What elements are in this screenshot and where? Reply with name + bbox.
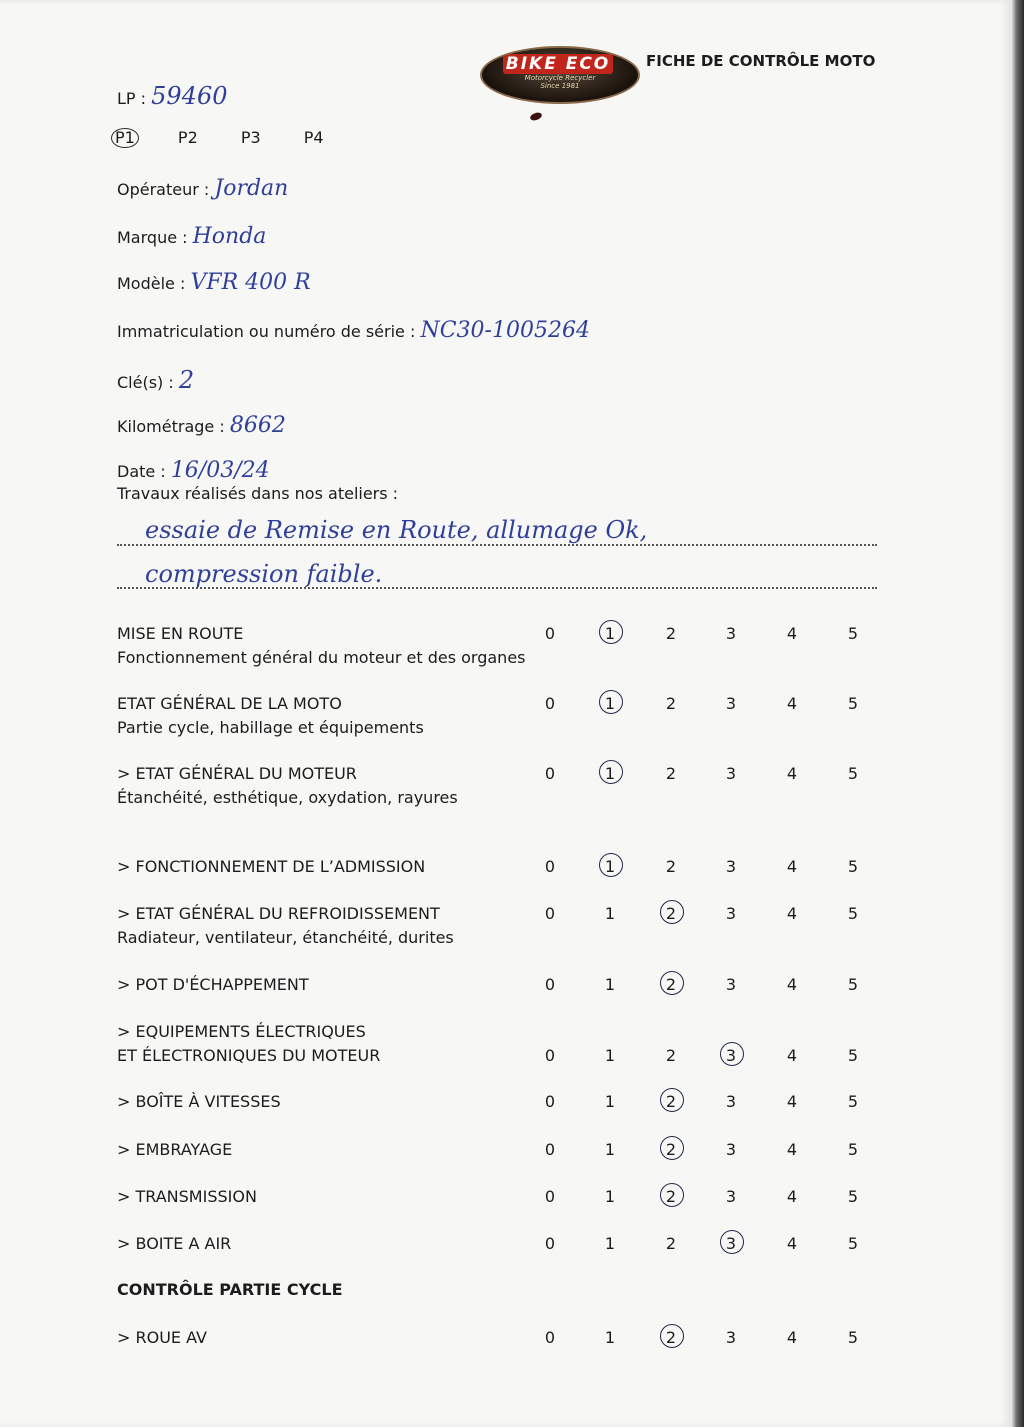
score-option-selected[interactable]: 3 [716, 1234, 746, 1253]
score-option-selected[interactable]: 2 [656, 1328, 686, 1347]
model-label: Modèle : [117, 274, 186, 293]
date-label: Date : [117, 462, 166, 481]
score-option[interactable]: 5 [847, 904, 859, 923]
score-option[interactable]: 0 [544, 1140, 556, 1159]
priority-p4[interactable]: P4 [303, 128, 324, 147]
check-row [117, 1234, 877, 1284]
keys-value: 2 [178, 366, 195, 394]
serial-value: NC30-1005264 [420, 318, 590, 343]
check-subtitle: Partie cycle, habillage et équipements [117, 718, 424, 737]
logo-subtitle: Motorcycle Recycler [524, 74, 596, 82]
score-option[interactable]: 0 [544, 975, 556, 994]
serial-field [117, 318, 590, 343]
score-option[interactable]: 5 [847, 624, 859, 643]
priority-p1[interactable]: P1 [111, 128, 139, 148]
score-scale [535, 624, 865, 646]
operator-field [117, 176, 288, 201]
score-scale [535, 975, 865, 997]
check-row [117, 764, 877, 814]
check-title: > BOITE A AIR [117, 1234, 232, 1253]
score-option-selected[interactable]: 1 [595, 624, 625, 643]
score-option[interactable]: 5 [847, 764, 859, 783]
score-option[interactable]: 3 [725, 624, 737, 643]
binder-edge [1012, 0, 1024, 1427]
priority-row [111, 128, 324, 148]
score-option[interactable]: 4 [786, 624, 798, 643]
score-option[interactable]: 3 [725, 1140, 737, 1159]
score-scale [535, 694, 865, 716]
score-option[interactable]: 0 [544, 1046, 556, 1065]
check-row [117, 1022, 877, 1072]
score-option[interactable]: 4 [786, 1092, 798, 1111]
score-scale [535, 904, 865, 926]
score-option[interactable]: 2 [665, 857, 677, 876]
check-title: > ETAT GÉNÉRAL DU REFROIDISSEMENT [117, 904, 440, 923]
score-option[interactable]: 2 [665, 764, 677, 783]
logo-brand: BIKE ECO [503, 54, 613, 74]
check-row [117, 1328, 877, 1378]
score-scale [535, 1328, 865, 1350]
score-option[interactable]: 0 [544, 694, 556, 713]
score-scale [535, 1092, 865, 1114]
score-option-selected[interactable]: 2 [656, 1092, 686, 1111]
score-option-selected[interactable]: 1 [595, 857, 625, 876]
score-option[interactable]: 3 [725, 764, 737, 783]
score-option[interactable]: 4 [786, 1187, 798, 1206]
brand-value: Honda [192, 224, 267, 249]
check-row [117, 904, 877, 954]
score-option[interactable]: 5 [847, 857, 859, 876]
check-row [117, 975, 877, 1025]
page-title: FICHE DE CONTRÔLE MOTO [646, 52, 876, 70]
check-title: > ROUE AV [117, 1328, 207, 1347]
check-title: > EMBRAYAGE [117, 1140, 233, 1159]
score-option[interactable]: 5 [847, 1092, 859, 1111]
keys-label: Clé(s) : [117, 373, 174, 392]
serial-label: Immatriculation ou numéro de série : [117, 322, 416, 341]
check-row [117, 694, 877, 744]
logo-since: Since 1981 [540, 82, 580, 90]
score-option-selected[interactable]: 1 [595, 694, 625, 713]
date-value: 16/03/24 [170, 458, 270, 483]
lp-label: LP : [117, 89, 147, 108]
ink-mark [529, 111, 543, 122]
score-option[interactable]: 4 [786, 1328, 798, 1347]
score-option[interactable]: 0 [544, 904, 556, 923]
check-row [117, 857, 877, 907]
score-option[interactable]: 3 [725, 975, 737, 994]
brand-label: Marque : [117, 228, 188, 247]
score-option[interactable]: 1 [604, 904, 616, 923]
score-option-selected[interactable]: 3 [716, 1046, 746, 1065]
check-title: > BOÎTE À VITESSES [117, 1092, 281, 1111]
score-option[interactable]: 5 [847, 1187, 859, 1206]
mileage-field [117, 413, 286, 438]
score-option-selected[interactable]: 2 [656, 1187, 686, 1206]
date-field [117, 458, 270, 483]
model-value: VFR 400 R [190, 270, 311, 295]
score-option[interactable]: 4 [786, 764, 798, 783]
model-field [117, 270, 311, 295]
score-option[interactable]: 1 [604, 1328, 616, 1347]
priority-p3[interactable]: P3 [240, 128, 261, 147]
score-option[interactable]: 0 [544, 1187, 556, 1206]
score-option[interactable]: 4 [786, 1234, 798, 1253]
score-option[interactable]: 0 [544, 1328, 556, 1347]
score-option[interactable]: 2 [665, 624, 677, 643]
score-option[interactable]: 1 [604, 1140, 616, 1159]
works-text-1: essaie de Remise en Route, allumage Ok, [145, 516, 648, 544]
check-title: > FONCTIONNEMENT DE L’ADMISSION [117, 857, 426, 876]
works-line-1 [117, 544, 877, 546]
keys-field [117, 366, 194, 394]
score-option[interactable]: 4 [786, 857, 798, 876]
check-subtitle: Fonctionnement général du moteur et des organes [117, 648, 526, 667]
score-option[interactable]: 5 [847, 1046, 859, 1065]
score-scale [535, 1234, 865, 1256]
operator-value: Jordan [214, 176, 289, 201]
check-subtitle: Étanchéité, esthétique, oxydation, rayures [117, 788, 458, 807]
score-option[interactable]: 0 [544, 857, 556, 876]
score-option[interactable]: 5 [847, 694, 859, 713]
score-option-selected[interactable]: 2 [656, 1140, 686, 1159]
check-title: ETAT GÉNÉRAL DE LA MOTO [117, 694, 342, 713]
check-subtitle: Radiateur, ventilateur, étanchéité, durites [117, 928, 454, 947]
score-option[interactable]: 2 [665, 1046, 677, 1065]
check-row [117, 1187, 877, 1237]
check-row [117, 624, 877, 674]
score-option[interactable]: 0 [544, 1234, 556, 1253]
score-option[interactable]: 1 [604, 1092, 616, 1111]
score-option[interactable]: 3 [725, 1328, 737, 1347]
score-option[interactable]: 2 [665, 1234, 677, 1253]
lp-field [117, 82, 228, 110]
check-subtitle: ET ÉLECTRONIQUES DU MOTEUR [117, 1046, 381, 1065]
score-option[interactable]: 3 [725, 694, 737, 713]
score-scale [535, 764, 865, 786]
score-option[interactable]: 5 [847, 1328, 859, 1347]
score-option[interactable]: 4 [786, 1140, 798, 1159]
score-option[interactable]: 3 [725, 857, 737, 876]
score-option[interactable]: 2 [665, 694, 677, 713]
score-option[interactable]: 1 [604, 975, 616, 994]
score-option[interactable]: 4 [786, 1046, 798, 1065]
cycle-section-title: CONTRÔLE PARTIE CYCLE [117, 1280, 343, 1299]
check-row [117, 1092, 877, 1142]
check-title: > EQUIPEMENTS ÉLECTRIQUES [117, 1022, 366, 1041]
score-option[interactable]: 5 [847, 1234, 859, 1253]
check-title: > TRANSMISSION [117, 1187, 257, 1206]
score-option[interactable]: 4 [786, 904, 798, 923]
score-scale [535, 1140, 865, 1162]
score-option-selected[interactable]: 2 [656, 904, 686, 923]
score-option[interactable]: 0 [544, 1092, 556, 1111]
score-option[interactable]: 5 [847, 975, 859, 994]
score-option[interactable]: 3 [725, 1092, 737, 1111]
score-option[interactable]: 4 [786, 975, 798, 994]
score-option[interactable]: 3 [725, 1187, 737, 1206]
score-scale [535, 857, 865, 879]
score-option[interactable]: 4 [786, 694, 798, 713]
score-option[interactable]: 1 [604, 1046, 616, 1065]
score-option-selected[interactable]: 2 [656, 975, 686, 994]
score-option[interactable]: 1 [604, 1187, 616, 1206]
check-title: MISE EN ROUTE [117, 624, 244, 643]
priority-p2[interactable]: P2 [177, 128, 198, 147]
score-scale [535, 1187, 865, 1209]
mileage-label: Kilométrage : [117, 417, 225, 436]
bike-eco-logo [480, 46, 640, 104]
score-option-selected[interactable]: 1 [595, 764, 625, 783]
score-option[interactable]: 5 [847, 1140, 859, 1159]
brand-field [117, 224, 266, 249]
check-row [117, 1140, 877, 1190]
score-option[interactable]: 0 [544, 624, 556, 643]
check-title: > ETAT GÉNÉRAL DU MOTEUR [117, 764, 357, 783]
works-text-2: compression faible. [145, 560, 383, 588]
lp-value: 59460 [151, 82, 228, 110]
score-scale [535, 1046, 865, 1068]
operator-label: Opérateur : [117, 180, 210, 199]
score-option[interactable]: 0 [544, 764, 556, 783]
mileage-value: 8662 [229, 413, 286, 438]
score-option[interactable]: 1 [604, 1234, 616, 1253]
check-title: > POT D'ÉCHAPPEMENT [117, 975, 309, 994]
score-option[interactable]: 3 [725, 904, 737, 923]
works-label: Travaux réalisés dans nos ateliers : [117, 484, 399, 503]
